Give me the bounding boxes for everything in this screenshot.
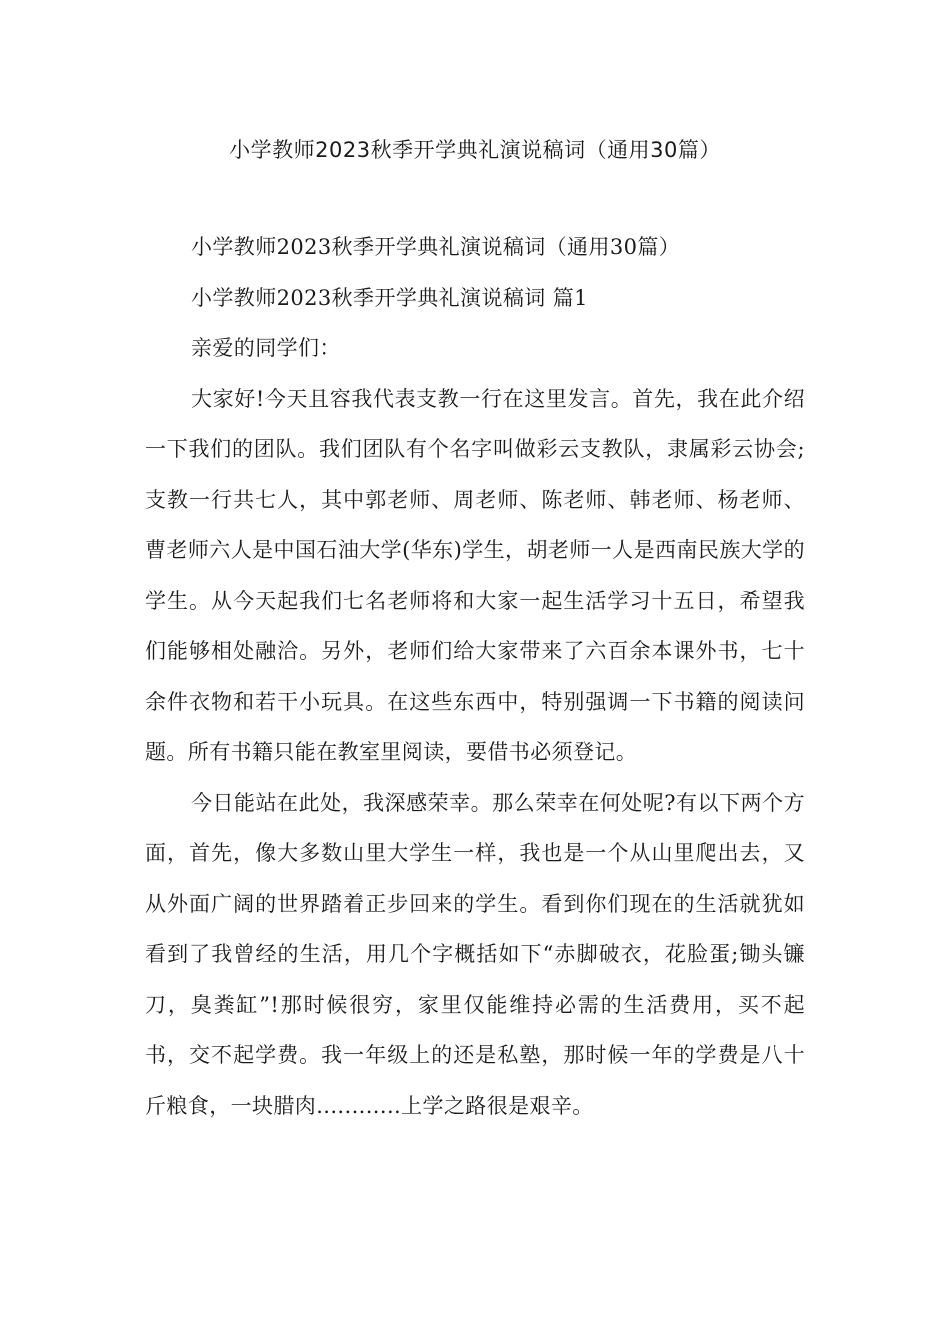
document-title: 小学教师2023秋季开学典礼演说稿词（通用30篇） (229, 138, 721, 162)
paragraph-body-2: 今日能站在此处，我深感荣幸。那么荣幸在何处呢?有以下两个方面，首先，像大多数山里大学生一样，我也是一个从山里爬出去，又从外面广阔的世界踏着正步回来的学生。看到你们现在的生活就犹如看到了我曾经的生活，用几个字概括如下“赤脚破衣，花脸蛋;锄头镰刀，臭粪缸”!那时候很穷，家里仅能维持必需的生活费用，买不起书，交不起学费。我一年级上的还是私塾，那时候一年的学费是八十斤粮食，一块腊肉............上学之路很是艰辛。 (145, 790, 805, 1118)
paragraph-body-1: 大家好!今天且容我代表支教一行在这里发言。首先，我在此介绍一下我们的团队。我们团队有个名字叫做彩云支教队，隶属彩云协会;支教一行共七人，其中郭老师、周老师、陈老师、韩老师、杨老师、曹老师六人是中国石油大学(华东)学生，胡老师一人是西南民族大学的学生。从今天起我们七名老师将和大家一起生活学习十五日，希望我们能够相处融洽。另外，老师们给大家带来了六百余本课外书，七十余件衣物和若干小玩具。在这些东西中，特别强调一下书籍的阅读问题。所有书籍只能在教室里阅读，要借书必须登记。 (145, 386, 805, 764)
paragraph-salutation: 亲爱的同学们： (191, 336, 341, 360)
paragraph-subtitle: 小学教师2023秋季开学典礼演说稿词（通用30篇） (191, 235, 681, 259)
paragraph-section-heading: 小学教师2023秋季开学典礼演说稿词 篇1 (191, 285, 588, 310)
document-body (145, 222, 805, 1131)
